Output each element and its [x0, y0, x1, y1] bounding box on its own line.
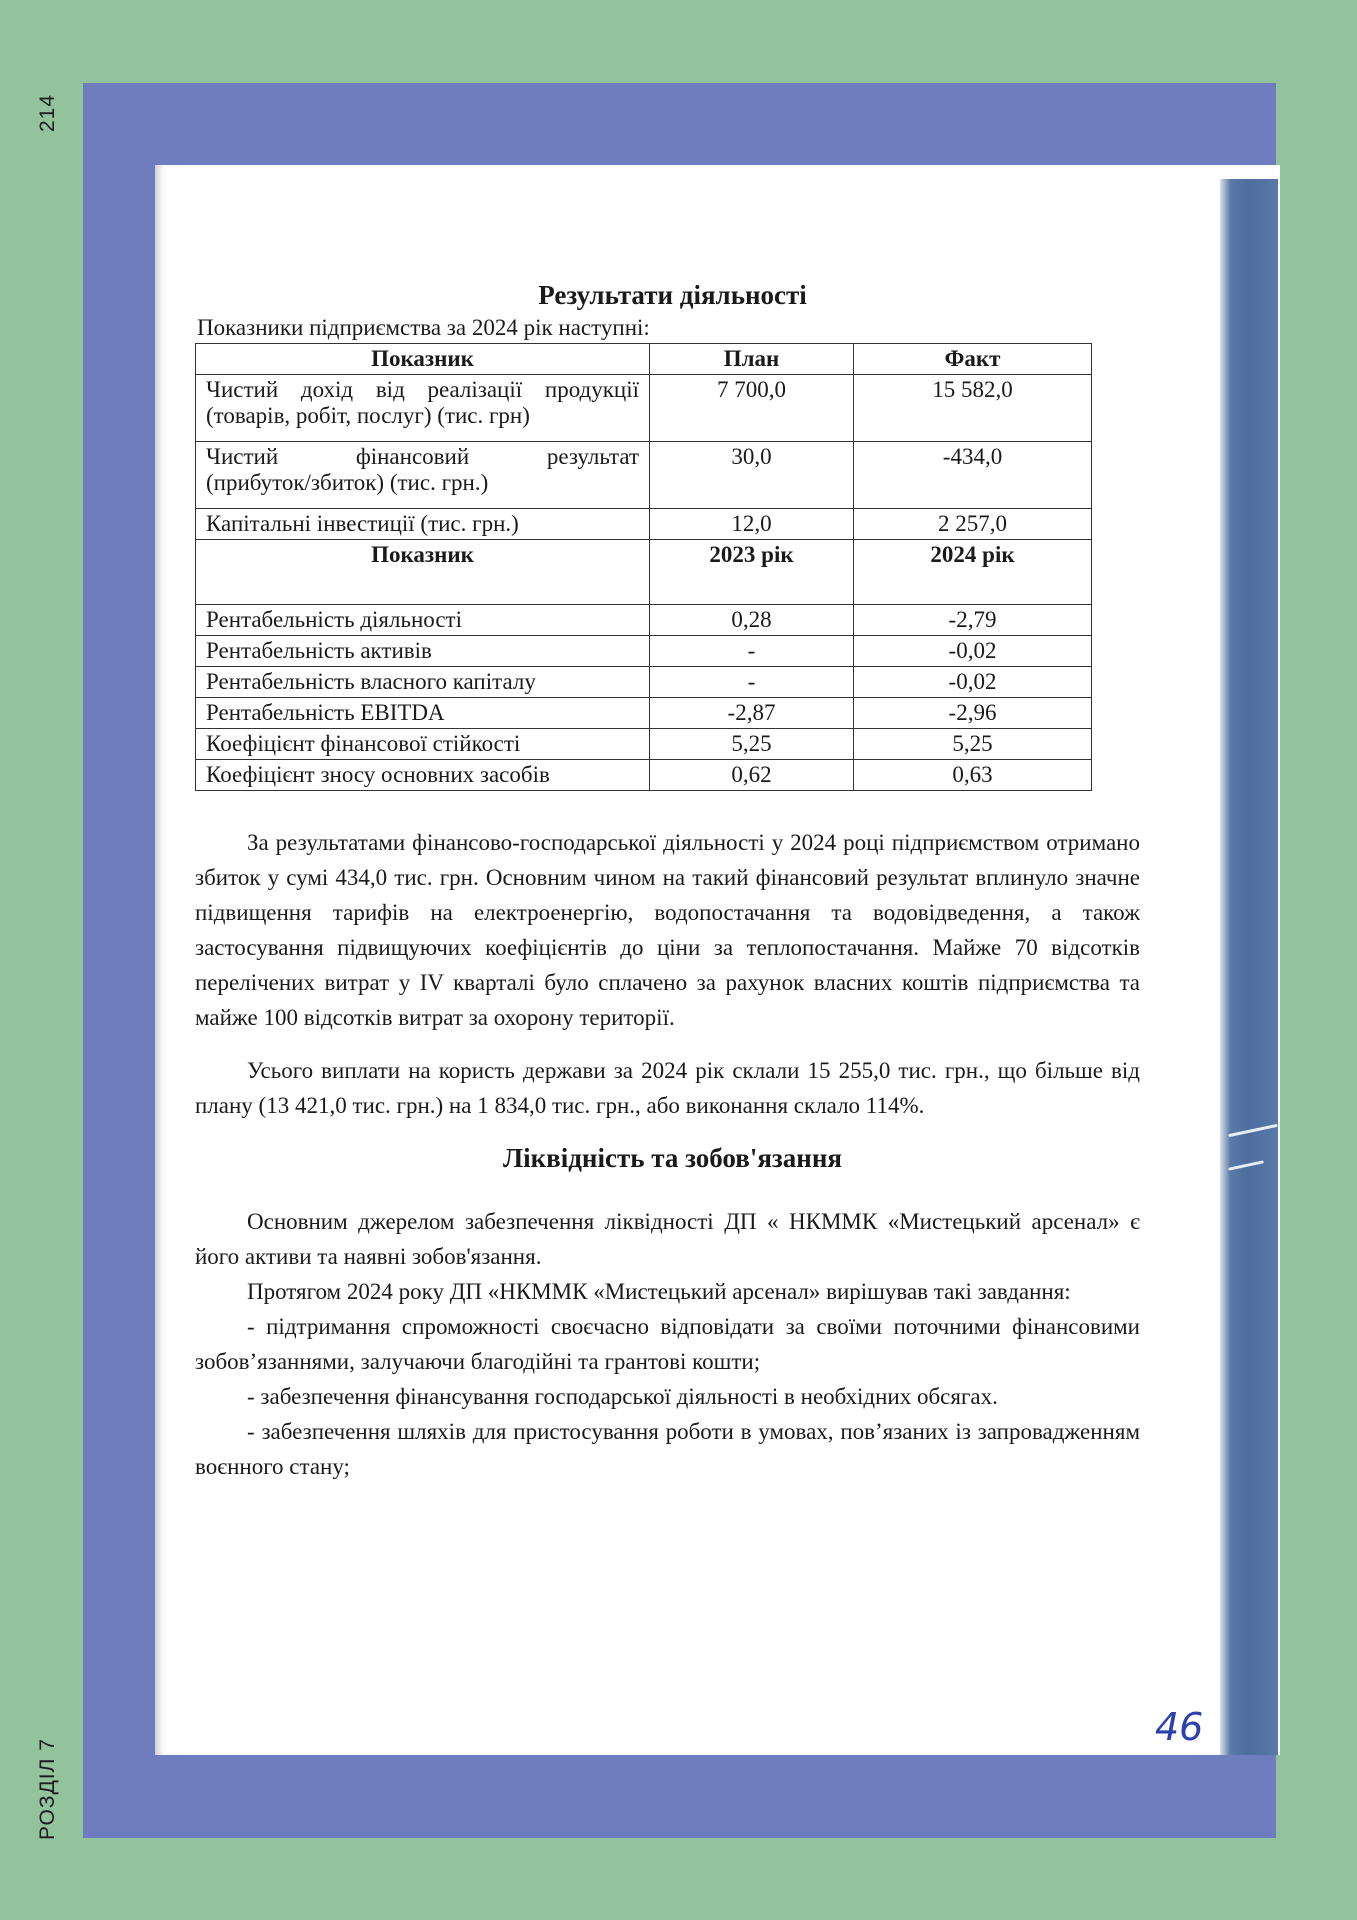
table-cell-label: Рентабельність власного капіталу	[196, 667, 650, 698]
intro-text: Показники підприємства за 2024 рік наступні:	[197, 315, 650, 340]
scanned-page	[155, 165, 1280, 1755]
table-cell: 0,28	[650, 605, 854, 636]
table-cell: 7 700,0	[650, 375, 854, 442]
table-row	[196, 760, 1092, 791]
table-cell: 2 257,0	[854, 509, 1092, 540]
section-title: Ліквідність та зобов'язання	[502, 1143, 843, 1173]
table-cell: -434,0	[854, 442, 1092, 509]
table-cell: 30,0	[650, 442, 854, 509]
table-cell: 12,0	[650, 509, 854, 540]
list-item: - забезпечення шляхів для пристосування роботи в умовах, пов’язаних із запровадженням воєнного стану;	[195, 1419, 1140, 1479]
label-line: Чистий дохід від реалізації продукції	[206, 377, 639, 402]
paragraph: Основним джерелом забезпечення ліквідності ДП « НКММК «Мистецький арсенал» є його активи та наявні зобов'язання.	[195, 1209, 1140, 1269]
binder-strand	[1228, 1124, 1278, 1137]
table-cell: 5,25	[650, 729, 854, 760]
label-line: (прибуток/збиток) (тис. грн.)	[206, 470, 489, 495]
label-line: (товарів, робіт, послуг) (тис. грн)	[206, 403, 530, 428]
table-cell-label: Коефіцієнт фінансової стійкості	[196, 729, 650, 760]
label-line: Чистий фінансовий результат	[206, 444, 639, 469]
binder-edge	[1220, 179, 1278, 1755]
table-row	[196, 509, 1092, 540]
table-header-row	[196, 540, 1092, 605]
table-row	[196, 667, 1092, 698]
table-row	[196, 605, 1092, 636]
list-item: - підтримання спроможності своєчасно відповідати за своїми поточними фінансовими зобов’язаннями, залучаючи благодійні та грантові кошти;	[195, 1314, 1140, 1374]
table-row	[196, 375, 1092, 442]
table-cell-label: Рентабельність діяльності	[196, 605, 650, 636]
table-cell: 0,63	[854, 760, 1092, 791]
handwritten-page-number: 46	[1155, 1705, 1204, 1749]
table-header: Показник	[196, 540, 650, 605]
table-header: План	[650, 344, 854, 375]
list-item: - забезпечення фінансування господарської діяльності в необхідних обсягах.	[247, 1384, 998, 1409]
table-cell: 0,62	[650, 760, 854, 791]
table-cell: 15 582,0	[854, 375, 1092, 442]
table-row	[196, 729, 1092, 760]
table-header: 2023 рік	[650, 540, 854, 605]
paragraph: Усього виплати на користь держави за 2024 рік склали 15 255,0 тис. грн., що більше від плану (13 421,0 тис. грн.) на 1 834,0 тис. грн., або виконання склало 114%.	[195, 1058, 1140, 1118]
table-cell: -0,02	[854, 636, 1092, 667]
table-cell: -0,02	[854, 667, 1092, 698]
table-row	[196, 698, 1092, 729]
table-cell-label: Коефіцієнт зносу основних засобів	[196, 760, 650, 791]
document-content	[195, 280, 1150, 1484]
table-row	[196, 442, 1092, 509]
section-label: РОЗДІЛ 7	[36, 1738, 59, 1840]
results-table	[195, 343, 1092, 791]
paragraph: За результатами фінансово-господарської діяльності у 2024 році підприємством отримано збиток у сумі 434,0 тис. грн. Основним чином на такий фінансовий результат вплинуло значне підвищення тарифів на електроенергію, водопостачання та водовідведення, а також застосування підвищуючих коефіцієнтів до ціни за теплопостачання. Майже 70 відсотків перелічених витрат у IV кварталі було сплачено за рахунок власних коштів підприємства та майже 100 відсотків витрат за охорону території.	[195, 830, 1140, 1030]
table-cell: -	[650, 636, 854, 667]
table-cell: 5,25	[854, 729, 1092, 760]
table-cell-label	[196, 375, 650, 442]
table-header: 2024 рік	[854, 540, 1092, 605]
table-cell: -2,96	[854, 698, 1092, 729]
table-cell: -2,79	[854, 605, 1092, 636]
table-cell: -	[650, 667, 854, 698]
table-cell: -2,87	[650, 698, 854, 729]
table-cell-label	[196, 442, 650, 509]
table-header: Факт	[854, 344, 1092, 375]
table-cell-label: Рентабельність EBITDA	[196, 698, 650, 729]
page-number: 214	[36, 93, 59, 132]
table-row	[196, 636, 1092, 667]
table-header-row	[196, 344, 1092, 375]
table-cell-label: Рентабельність активів	[196, 636, 650, 667]
section-title: Результати діяльності	[538, 280, 807, 310]
table-cell-label: Капітальні інвестиції (тис. грн.)	[196, 509, 650, 540]
paragraph: Протягом 2024 року ДП «НКММК «Мистецький арсенал» вирішував такі завдання:	[247, 1279, 1071, 1304]
binder-strand	[1228, 1160, 1264, 1170]
table-header: Показник	[196, 344, 650, 375]
